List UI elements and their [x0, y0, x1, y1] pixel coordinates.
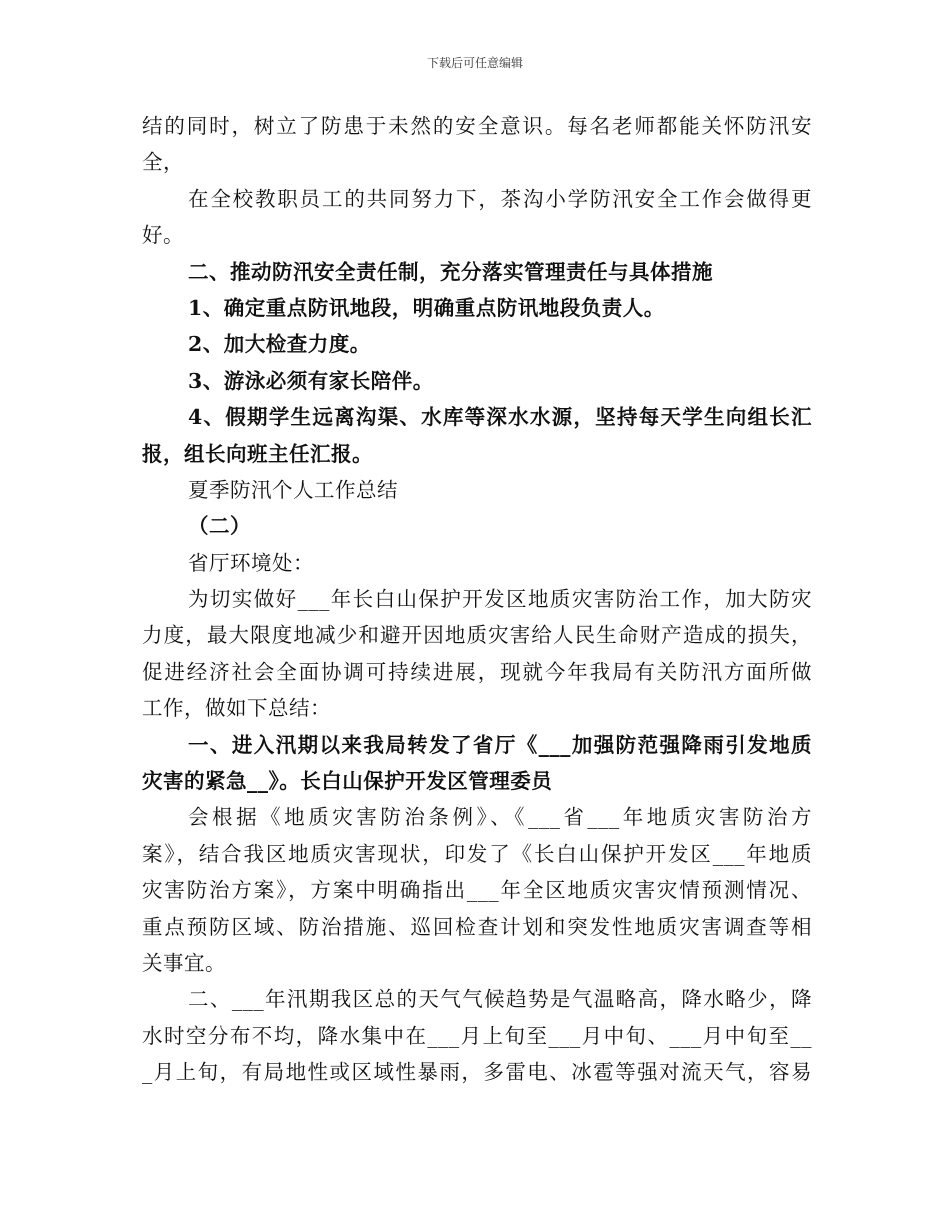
- page-header: 下载后可任意编辑: [426, 56, 523, 70]
- text-line: 省厅环境处：: [188, 550, 314, 575]
- text-line: 为切实做好___年长白山保护开发区地质灾害防治工作，加大防灾: [188, 587, 812, 612]
- text-line: 案》，结合我区地质灾害现状，印发了《长白山保护开发区___年地质: [142, 841, 812, 866]
- text-line: 力度，最大限度地减少和避开因地质灾害给人民生命财产造成的损失，: [142, 623, 812, 648]
- text-line: 4、假期学生远离沟渠、水库等深水水源，坚持每天学生向组长汇: [188, 405, 812, 430]
- text-line: 重点预防区域、防治措施、巡回检查计划和突发性地质灾害调查等相: [142, 914, 812, 939]
- text-line: 水时空分布不均，降水集中在___月上旬至___月中旬、___月中旬至__: [142, 1023, 812, 1048]
- text-line: 关事宜。: [142, 950, 226, 975]
- text-line: 促进经济社会全面协调可持续进展，现就今年我局有关防汛方面所做: [142, 659, 812, 684]
- text-line: 二、推动防汛安全责任制，充分落实管理责任与具体措施: [188, 259, 713, 284]
- text-line: 结的同时，树立了防患于未然的安全意识。每名老师都能关怀防汛安: [142, 114, 812, 138]
- text-line: 1、确定重点防讯地段，明确重点防讯地段负责人。: [188, 295, 665, 320]
- text-line: 在全校教职员工的共同努力下，茶沟小学防汛安全工作会做得更: [188, 186, 812, 211]
- text-line: 3、游泳必须有家长陪伴。: [188, 368, 434, 393]
- text-line: 2、加大检查力度。: [188, 332, 371, 357]
- text-line: 报，组长向班主任汇报。: [142, 441, 373, 466]
- text-line: _月上旬，有局地性或区域性暴雨，多雷电、冰雹等强对流天气，容易: [142, 1060, 812, 1085]
- text-line: 夏季防汛个人工作总结: [188, 477, 398, 502]
- document-body: [142, 108, 812, 1091]
- text-line: 灾害防治方案》，方案中明确指出___年全区地质灾害灾情预测情况、: [142, 878, 812, 903]
- text-line: 全，: [142, 150, 184, 175]
- text-line: （二）: [188, 514, 251, 539]
- text-line: 好。: [142, 223, 184, 248]
- text-line: 一、进入汛期以来我局转发了省厅《___加强防范强降雨引发地质: [188, 732, 812, 757]
- text-line: 灾害的紧急__》。长白山保护开发区管理委员: [142, 769, 553, 794]
- text-line: 会根据《地质灾害防治条例》、《___省___年地质灾害防治方: [188, 805, 812, 830]
- text-line: 工作，做如下总结：: [142, 696, 331, 721]
- text-line: 二、___年汛期我区总的天气气候趋势是气温略高，降水略少，降: [188, 987, 812, 1012]
